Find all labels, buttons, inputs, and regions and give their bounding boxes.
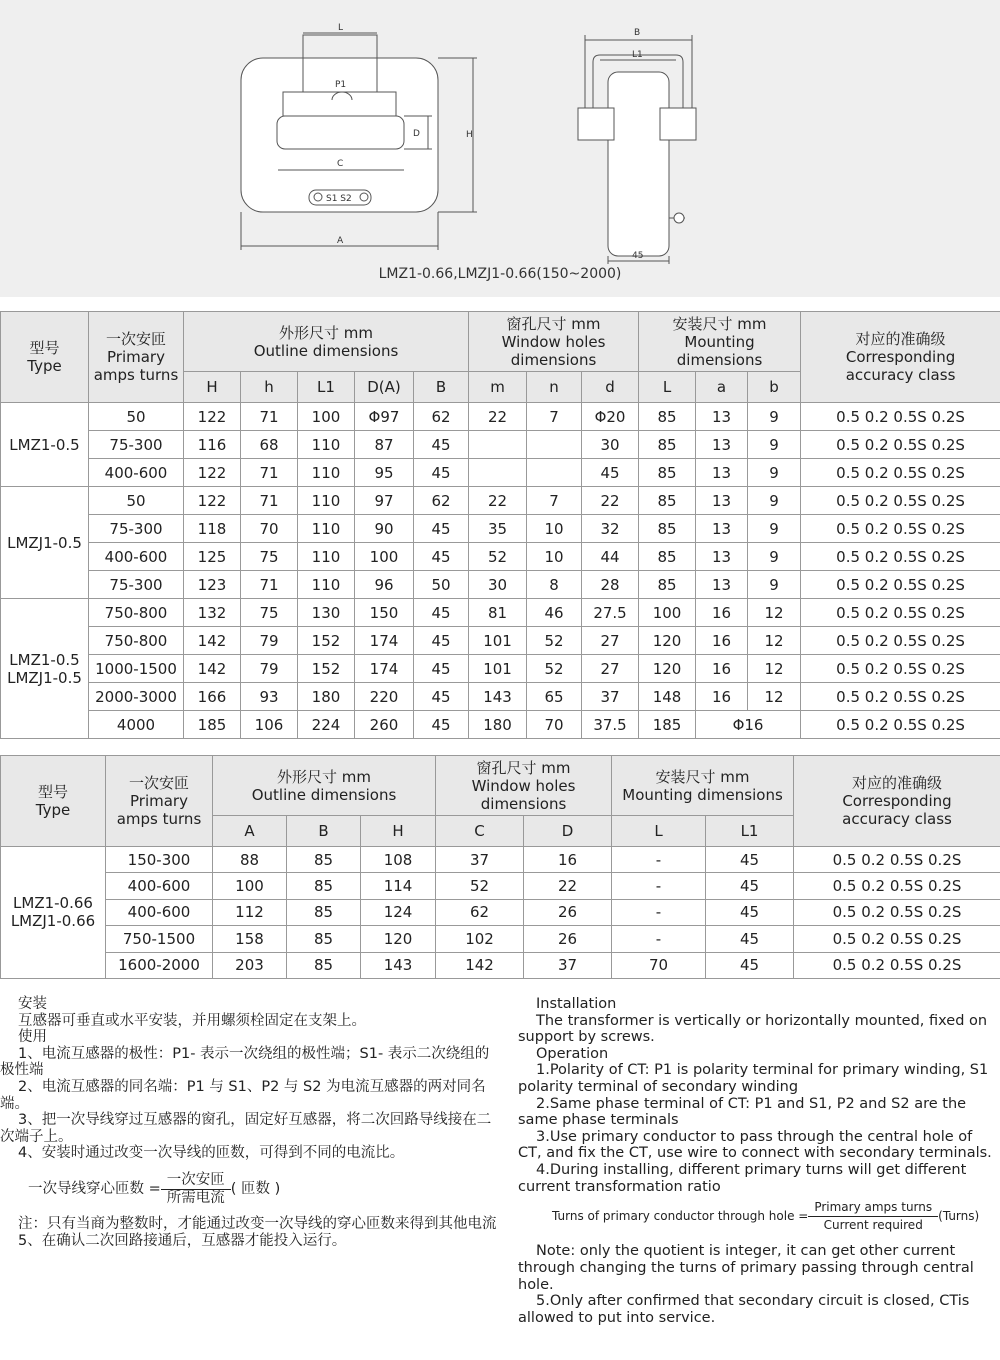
table-cell: 0.5 0.2 0.5S 0.2S <box>801 655 1000 683</box>
table-cell: 101 <box>469 627 527 655</box>
table-cell: 0.5 0.2 0.5S 0.2S <box>794 899 1000 925</box>
col-type: 型号 Type <box>1 312 89 403</box>
table-cell: 22 <box>524 873 612 899</box>
dim-label-D: D <box>413 129 420 139</box>
table-cell: 0.5 0.2 0.5S 0.2S <box>801 403 1000 431</box>
table-cell: 75 <box>241 599 298 627</box>
table-cell: 45 <box>414 599 469 627</box>
spec-table-0.5 <box>0 311 1000 739</box>
col-window: 窗孔尺寸 mm Window holes dimensions <box>436 756 612 816</box>
table-cell: 26 <box>524 899 612 925</box>
spec-table-0.66 <box>0 755 1000 979</box>
table-row <box>1 899 1000 925</box>
table-cell: 114 <box>361 873 436 899</box>
note-line: 2.Same phase terminal of CT: P1 and S1, P2 and S2 are the same phase terminals <box>518 1095 967 1129</box>
table-cell: 50 <box>89 403 184 431</box>
table-cell: 0.5 0.2 0.5S 0.2S <box>801 515 1000 543</box>
table-cell: 122 <box>184 459 241 487</box>
table-cell: 85 <box>639 571 696 599</box>
table-row <box>1 873 1000 899</box>
note-line: 1、电流互感器的极性：P1- 表示一次绕组的极性端；S1- 表示二次绕组的极性端 <box>0 1045 490 1079</box>
table-cell: 81 <box>469 599 527 627</box>
col-type: 型号 Type <box>1 756 106 847</box>
dim-label-A: A <box>337 236 344 246</box>
table-cell: 166 <box>184 683 241 711</box>
note-heading-install: 安装 <box>18 996 47 1012</box>
table-cell <box>469 459 527 487</box>
table-cell: 130 <box>298 599 355 627</box>
dim-label-C: C <box>337 159 344 169</box>
col-outline: 外形尺寸 mm Outline dimensions <box>213 756 436 816</box>
table-row <box>1 926 1000 952</box>
table-cell: 75 <box>241 543 298 571</box>
table-cell: 180 <box>469 711 527 739</box>
table-cell: 45 <box>706 952 794 978</box>
table-cell: 16 <box>696 599 748 627</box>
table-cell: 71 <box>241 571 298 599</box>
table-cell: 4000 <box>89 711 184 739</box>
dim-label-H: H <box>466 130 473 140</box>
table-cell: 9 <box>748 459 801 487</box>
table-cell: 0.5 0.2 0.5S 0.2S <box>801 599 1000 627</box>
col-accuracy: 对应的准确级 Corresponding accuracy class <box>794 756 1000 847</box>
col-accuracy: 对应的准确级 Corresponding accuracy class <box>801 312 1000 403</box>
notes-chinese <box>0 996 502 1249</box>
table-cell: 116 <box>184 431 241 459</box>
note-line: 1.Polarity of CT: P1 is polarity terminal for primary winding, S1 polarity terminal of secondary winding <box>518 1062 989 1095</box>
table-cell: 1600-2000 <box>106 952 213 978</box>
table-cell: 9 <box>748 403 801 431</box>
table-row <box>1 711 1000 739</box>
table-cell: Φ16 <box>696 711 801 739</box>
table-cell: 70 <box>241 515 298 543</box>
table-cell: 45 <box>706 899 794 925</box>
table-cell: 52 <box>527 655 582 683</box>
drawing-caption: LMZ1-0.66,LMZJ1-0.66(150~2000) <box>378 266 622 282</box>
table-cell: 37 <box>436 847 524 873</box>
table-cell: 180 <box>298 683 355 711</box>
table-cell: 260 <box>355 711 414 739</box>
table-row <box>1 599 1000 627</box>
table-cell: 150 <box>355 599 414 627</box>
table-cell: 110 <box>298 487 355 515</box>
table-cell: 27 <box>582 627 639 655</box>
table-cell: 400-600 <box>89 459 184 487</box>
table-cell: 125 <box>184 543 241 571</box>
table-cell: 30 <box>469 571 527 599</box>
dim-label-P1: P1 <box>335 80 347 90</box>
table-cell: 108 <box>361 847 436 873</box>
table-cell: 122 <box>184 487 241 515</box>
sub-header-row: A B H C D L L1 <box>1 816 1000 847</box>
table-row <box>1 571 1000 599</box>
terminal-label: S1 S2 <box>326 194 352 204</box>
table-cell: 0.5 0.2 0.5S 0.2S <box>801 431 1000 459</box>
table-cell: 85 <box>639 543 696 571</box>
table-cell: 106 <box>241 711 298 739</box>
table-cell: 0.5 0.2 0.5S 0.2S <box>794 873 1000 899</box>
table-cell: 9 <box>748 571 801 599</box>
type-cell: LMZ1-0.5 <box>1 403 89 487</box>
table-cell: 132 <box>184 599 241 627</box>
table-cell: 9 <box>748 431 801 459</box>
table-cell: 12 <box>748 655 801 683</box>
table-row <box>1 952 1000 978</box>
table-cell: 110 <box>298 431 355 459</box>
table-cell: 10 <box>527 515 582 543</box>
table-cell: 12 <box>748 599 801 627</box>
table-cell: 85 <box>639 487 696 515</box>
table-row <box>1 683 1000 711</box>
note-line: 4.During installing, different primary turns will get different current transformation ratio <box>518 1161 967 1195</box>
note-heading-install: Installation <box>536 996 617 1012</box>
col-outline: 外形尺寸 mm Outline dimensions <box>184 312 469 372</box>
note-heading-use: Operation <box>536 1045 609 1062</box>
table-cell: 45 <box>706 847 794 873</box>
table-cell: 13 <box>696 459 748 487</box>
table-cell: 85 <box>639 515 696 543</box>
table-cell: 85 <box>287 899 361 925</box>
table-cell: 45 <box>414 543 469 571</box>
table-cell: 85 <box>287 926 361 952</box>
table-cell: 16 <box>524 847 612 873</box>
table-cell: 0.5 0.2 0.5S 0.2S <box>801 571 1000 599</box>
table-cell: 8 <box>527 571 582 599</box>
table-cell: 118 <box>184 515 241 543</box>
table-cell: 148 <box>639 683 696 711</box>
col-mounting: 安装尺寸 mm Mounting dimensions <box>639 312 801 372</box>
notes-english <box>518 996 1000 1326</box>
table-cell: 112 <box>213 899 287 925</box>
table-cell: 143 <box>361 952 436 978</box>
table-cell: 45 <box>414 431 469 459</box>
table-cell: 12 <box>748 627 801 655</box>
table-cell: 85 <box>287 873 361 899</box>
table-cell: 100 <box>639 599 696 627</box>
table-cell: 50 <box>414 571 469 599</box>
table-cell: 28 <box>582 571 639 599</box>
table-cell: 70 <box>612 952 706 978</box>
note-line: 3、把一次导线穿过互感器的窗孔，固定好互感器，将二次回路导线接在二次端子上。 <box>0 1112 492 1145</box>
turns-formula: Turns of primary conductor through hole = $\frac{\text{Primary amps turns}}{\text{Current required}}$ (Turns) <box>552 1200 980 1232</box>
dim-label-45: 45 <box>632 251 644 261</box>
table-cell: 87 <box>355 431 414 459</box>
note-line: The transformer is vertically or horizontally mounted, fixed on support by screws. <box>518 1012 988 1046</box>
table-cell: 203 <box>213 952 287 978</box>
table-cell: - <box>612 899 706 925</box>
table-cell: 68 <box>241 431 298 459</box>
table-cell: 2000-3000 <box>89 683 184 711</box>
table-cell: 45 <box>582 459 639 487</box>
table-cell: - <box>612 926 706 952</box>
col-amps: 一次安匝 Primary amps turns <box>106 756 213 847</box>
note-line: 注：只有当商为整数时，才能通过改变一次导线的穿心匝数来得到其他电流 <box>18 1216 497 1233</box>
table-cell: 102 <box>436 926 524 952</box>
table-cell: 750-800 <box>89 599 184 627</box>
table-cell: 110 <box>298 571 355 599</box>
table-cell: 85 <box>287 847 361 873</box>
table-cell: 0.5 0.2 0.5S 0.2S <box>794 847 1000 873</box>
table-cell: 185 <box>639 711 696 739</box>
table-cell: 120 <box>361 926 436 952</box>
table-cell: 220 <box>355 683 414 711</box>
table-cell: 45 <box>414 515 469 543</box>
note-line: 5、在确认二次回路接通后，互感器才能投入运行。 <box>18 1232 347 1249</box>
table-cell: 0.5 0.2 0.5S 0.2S <box>801 711 1000 739</box>
note-line: 3.Use primary conductor to pass through the central hole of CT, and fix the CT, use wire to connect with secondary terminals. <box>518 1128 992 1162</box>
col-mounting: 安装尺寸 mm Mounting dimensions <box>612 756 794 816</box>
table-cell: 97 <box>355 487 414 515</box>
table-cell: 122 <box>184 403 241 431</box>
table-cell: 27 <box>582 655 639 683</box>
table-cell: 0.5 0.2 0.5S 0.2S <box>801 543 1000 571</box>
table-cell: 37 <box>524 952 612 978</box>
table-cell: 0.5 0.2 0.5S 0.2S <box>801 487 1000 515</box>
table-cell: Φ97 <box>355 403 414 431</box>
table-row <box>1 459 1000 487</box>
type-cell: LMZ1-0.66 LMZJ1-0.66 <box>1 847 106 979</box>
table-cell: 90 <box>355 515 414 543</box>
dim-label-L: L <box>338 23 344 33</box>
table-cell: 79 <box>241 655 298 683</box>
table-cell: 174 <box>355 627 414 655</box>
table-row <box>1 655 1000 683</box>
table-cell: 37 <box>582 683 639 711</box>
dim-label-B: B <box>634 28 641 38</box>
table-row <box>1 431 1000 459</box>
table-cell: 224 <box>298 711 355 739</box>
table-cell: 85 <box>639 459 696 487</box>
table-cell: 150-300 <box>106 847 213 873</box>
table-cell: 120 <box>639 655 696 683</box>
table-cell: 75-300 <box>89 515 184 543</box>
table-cell: 71 <box>241 403 298 431</box>
technical-drawing <box>0 0 1000 297</box>
note-line: Note: only the quotient is integer, it can get other current through changing the turns of primary passing through central hole. <box>518 1243 974 1293</box>
table-cell: 142 <box>184 655 241 683</box>
table-cell: 45 <box>414 711 469 739</box>
table-cell: 100 <box>355 543 414 571</box>
table-cell: 9 <box>748 543 801 571</box>
ct-dimension-drawing <box>0 0 1000 297</box>
table-cell: 142 <box>184 627 241 655</box>
table-cell: 46 <box>527 599 582 627</box>
table-cell: 52 <box>469 543 527 571</box>
table-cell: 62 <box>414 487 469 515</box>
table-cell: 750-1500 <box>106 926 213 952</box>
table-cell: 52 <box>527 627 582 655</box>
table-cell: 123 <box>184 571 241 599</box>
col-amps: 一次安匝 Primary amps turns <box>89 312 184 403</box>
table-cell: 71 <box>241 487 298 515</box>
table-cell: 9 <box>748 515 801 543</box>
table-cell: 13 <box>696 487 748 515</box>
table-cell: 45 <box>706 926 794 952</box>
table-cell: 95 <box>355 459 414 487</box>
table-cell: 65 <box>527 683 582 711</box>
table-cell: 0.5 0.2 0.5S 0.2S <box>801 459 1000 487</box>
table-cell: 174 <box>355 655 414 683</box>
col-window: 窗孔尺寸 mm Window holes dimensions <box>469 312 639 372</box>
table-cell: 110 <box>298 459 355 487</box>
table-cell: 75-300 <box>89 431 184 459</box>
table-cell: 62 <box>414 403 469 431</box>
table-cell: 0.5 0.2 0.5S 0.2S <box>794 952 1000 978</box>
table-cell: 45 <box>414 627 469 655</box>
table-cell: 185 <box>184 711 241 739</box>
table-row <box>1 515 1000 543</box>
note-line: 4、安装时通过改变一次导线的匝数，可得到不同的电流比。 <box>18 1145 405 1162</box>
table-cell <box>469 431 527 459</box>
table-cell: 13 <box>696 515 748 543</box>
table-cell: 22 <box>469 403 527 431</box>
table-row <box>1 487 1000 515</box>
table-cell: 1000-1500 <box>89 655 184 683</box>
table-cell: 120 <box>639 627 696 655</box>
table-cell <box>527 459 582 487</box>
turns-formula: 一次导线穿心匝数 = $\frac{\text{一次安匝}}{\text{所需电流}}$ ( 匝数 ) <box>28 1171 281 1206</box>
table-cell: 110 <box>298 543 355 571</box>
table-cell: 142 <box>436 952 524 978</box>
table-cell: Φ20 <box>582 403 639 431</box>
dim-label-L1: L1 <box>632 50 643 60</box>
table-cell: 45 <box>414 683 469 711</box>
table-row <box>1 627 1000 655</box>
table-cell: 79 <box>241 627 298 655</box>
table-cell: 101 <box>469 655 527 683</box>
table-cell: 100 <box>298 403 355 431</box>
note-line: 2、电流互感器的同名端：P1 与 S1、P2 与 S2 为电流互感器的两对同名端。 <box>0 1078 486 1112</box>
note-line: 5.Only after confirmed that secondary circuit is closed, CTis allowed to put into service. <box>518 1293 970 1326</box>
table-cell: 7 <box>527 487 582 515</box>
table-cell: 45 <box>414 459 469 487</box>
table-cell <box>527 431 582 459</box>
table-cell: 35 <box>469 515 527 543</box>
table-cell: 44 <box>582 543 639 571</box>
table-cell: 85 <box>639 431 696 459</box>
table-cell: 16 <box>696 627 748 655</box>
table-cell: - <box>612 873 706 899</box>
table-cell: 750-800 <box>89 627 184 655</box>
table-cell: 0.5 0.2 0.5S 0.2S <box>801 627 1000 655</box>
table-cell: 22 <box>469 487 527 515</box>
table-cell: 13 <box>696 543 748 571</box>
table-cell: 62 <box>436 899 524 925</box>
table-cell: 88 <box>213 847 287 873</box>
type-cell: LMZJ1-0.5 <box>1 487 89 599</box>
table-cell: 143 <box>469 683 527 711</box>
table-cell: 13 <box>696 403 748 431</box>
table-cell: 110 <box>298 515 355 543</box>
table-cell: 32 <box>582 515 639 543</box>
table-row <box>1 403 1000 431</box>
table-cell: - <box>612 847 706 873</box>
table-cell: 45 <box>414 655 469 683</box>
table-cell: 37.5 <box>582 711 639 739</box>
note-line: 互感器可垂直或水平安装，并用螺须栓固定在支架上。 <box>18 1012 366 1029</box>
table-cell: 152 <box>298 655 355 683</box>
table-cell: 71 <box>241 459 298 487</box>
table-cell: 100 <box>213 873 287 899</box>
table-cell: 10 <box>527 543 582 571</box>
table-cell: 400-600 <box>106 873 213 899</box>
table-cell: 400-600 <box>106 899 213 925</box>
table-cell: 400-600 <box>89 543 184 571</box>
table-cell: 93 <box>241 683 298 711</box>
table-cell: 9 <box>748 487 801 515</box>
table-cell: 26 <box>524 926 612 952</box>
table-cell: 52 <box>436 873 524 899</box>
table-cell: 124 <box>361 899 436 925</box>
table-cell: 85 <box>639 403 696 431</box>
table-cell: 16 <box>696 655 748 683</box>
table-cell: 0.5 0.2 0.5S 0.2S <box>794 926 1000 952</box>
type-cell: LMZ1-0.5 LMZJ1-0.5 <box>1 599 89 739</box>
table-cell: 22 <box>582 487 639 515</box>
table-cell: 30 <box>582 431 639 459</box>
sub-header-row: H h L1 D(A) B m n d L a b <box>1 372 1000 403</box>
table-cell: 158 <box>213 926 287 952</box>
table-row <box>1 543 1000 571</box>
table-cell: 50 <box>89 487 184 515</box>
table-row <box>1 847 1000 873</box>
table-cell: 75-300 <box>89 571 184 599</box>
table-cell: 7 <box>527 403 582 431</box>
table-cell: 12 <box>748 683 801 711</box>
table-cell: 0.5 0.2 0.5S 0.2S <box>801 683 1000 711</box>
table-cell: 152 <box>298 627 355 655</box>
table-cell: 13 <box>696 571 748 599</box>
table-cell: 70 <box>527 711 582 739</box>
table-cell: 16 <box>696 683 748 711</box>
table-cell: 85 <box>287 952 361 978</box>
table-cell: 96 <box>355 571 414 599</box>
table-cell: 45 <box>706 873 794 899</box>
table-cell: 27.5 <box>582 599 639 627</box>
note-heading-use: 使用 <box>18 1029 47 1046</box>
table-cell: 13 <box>696 431 748 459</box>
